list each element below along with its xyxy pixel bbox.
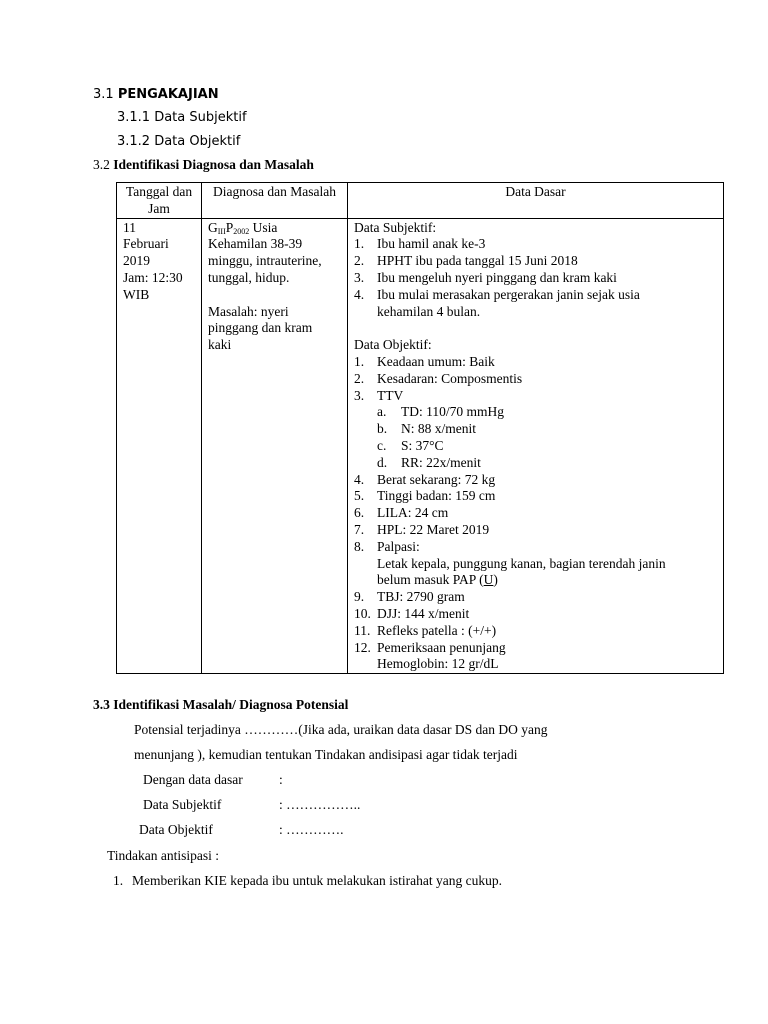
list-item: 1. Ibu hamil anak ke-3 — [354, 236, 486, 252]
diagnosis-cell — [202, 218, 348, 674]
list-item: 10. DJJ: 144 x/menit — [354, 605, 470, 621]
diagnosis-line: minggu, intrauterine, — [208, 253, 322, 269]
date-month: Februari — [123, 236, 169, 252]
field-value-data-dasar: : — [279, 772, 283, 787]
section-3-1-1: 3.1.1 Data Subjektif — [117, 110, 247, 125]
diagnosis-table — [116, 182, 724, 674]
field-value-objektif: : …………. — [279, 822, 344, 837]
objektif-list — [354, 354, 717, 404]
list-item: 2. Kesadaran: Composmentis — [354, 370, 523, 386]
list-item: b. N: 88 x/menit — [377, 421, 476, 437]
field-label-objektif: Data Objektif — [139, 822, 213, 837]
list-item: 7. HPL: 22 Maret 2019 — [354, 521, 490, 537]
date-cell — [117, 218, 202, 674]
timezone: WIB — [123, 286, 150, 302]
section-title: Identifikasi Diagnosa dan Masalah — [113, 157, 314, 172]
paragraph-line-2: menunjang ), kemudian tentukan Tindakan andisipasi agar tidak terjadi — [134, 747, 518, 762]
section-title: PENGAKAJIAN — [117, 87, 219, 102]
objektif-list-continued — [354, 472, 717, 674]
list-item: 4. Berat sekarang: 72 kg — [354, 471, 496, 487]
list-item: a. TD: 110/70 mmHg — [377, 404, 504, 420]
list-item: d. RR: 22x/menit — [377, 454, 481, 470]
section-number: 3.1 — [93, 87, 114, 102]
list-item: 12. Pemeriksaan penunjang Hemoglobin: 12 gr/dL — [354, 639, 506, 672]
gravida-para: $G_{III}P_{2002}$ Usia — [208, 219, 278, 236]
list-item: 11. Refleks patella : (+/+) — [354, 622, 497, 638]
list-item: 3. TTV — [354, 387, 404, 403]
list-item: 9. TBJ: 2790 gram — [354, 589, 465, 605]
list-item: 2. HPHT ibu pada tanggal 15 Juni 2018 — [354, 253, 578, 269]
date-day: 11 — [123, 219, 136, 235]
section-3-1-2: 3.1.2 Data Objektif — [117, 134, 241, 149]
field-value-subjektif: : …………….. — [279, 797, 361, 812]
tindakan-label: Tindakan antisipasi : — [107, 848, 220, 863]
time: Jam: 12:30 — [123, 269, 183, 285]
subjektif-list — [354, 236, 717, 320]
list-item: 1. Keadaan umum: Baik — [354, 353, 495, 369]
masalah-line: Masalah: nyeri — [208, 303, 289, 319]
paragraph-line-1: Potensial terjadinya …………(Jika ada, uraikan data dasar DS dan DO yang — [134, 722, 548, 737]
section-number: 3.2 — [93, 157, 110, 172]
objektif-title: Data Objektif: — [354, 337, 432, 353]
header-date: Tanggal dan Jam — [117, 183, 202, 219]
list-item: 4. Ibu mulai merasakan pergerakan janin sejak usia kehamilan 4 bulan. — [354, 286, 640, 319]
ttv-list — [354, 404, 717, 471]
list-item: 3. Ibu mengeluh nyeri pinggang dan kram kaki — [354, 269, 617, 285]
masalah-line: kaki — [208, 337, 232, 353]
subjektif-title: Data Subjektif: — [354, 219, 437, 235]
list-item: c. S: 37°C — [377, 437, 444, 453]
header-diagnosis: Diagnosa dan Masalah — [202, 183, 348, 219]
section-3-3-heading: 3.3 Identifikasi Masalah/ Diagnosa Potensial — [93, 697, 349, 712]
table-header-row — [117, 183, 724, 219]
section-3-1-heading — [93, 87, 219, 102]
diagnosis-line: tunggal, hidup. — [208, 269, 290, 285]
list-item: 6. LILA: 24 cm — [354, 505, 449, 521]
field-label-subjektif: Data Subjektif — [143, 797, 222, 812]
list-item: 5. Tinggi badan: 159 cm — [354, 488, 496, 504]
data-dasar-cell — [348, 218, 724, 674]
section-3-2-heading — [93, 157, 314, 173]
table-row — [117, 218, 724, 674]
date-year: 2019 — [123, 253, 150, 269]
diagnosis-line: Kehamilan 38-39 — [208, 236, 303, 252]
field-label-data-dasar: Dengan data dasar — [143, 772, 243, 787]
tindakan-item: Memberikan KIE kepada ibu untuk melakukan istirahat yang cukup. — [132, 873, 503, 888]
masalah-line: pinggang dan kram — [208, 320, 313, 336]
list-item: 8. Palpasi: Letak kepala, punggung kanan, bagian terendah janin belum masuk PAP (U) — [354, 538, 666, 588]
header-data: Data Dasar — [348, 183, 724, 219]
tindakan-item-number: 1. — [113, 873, 124, 888]
